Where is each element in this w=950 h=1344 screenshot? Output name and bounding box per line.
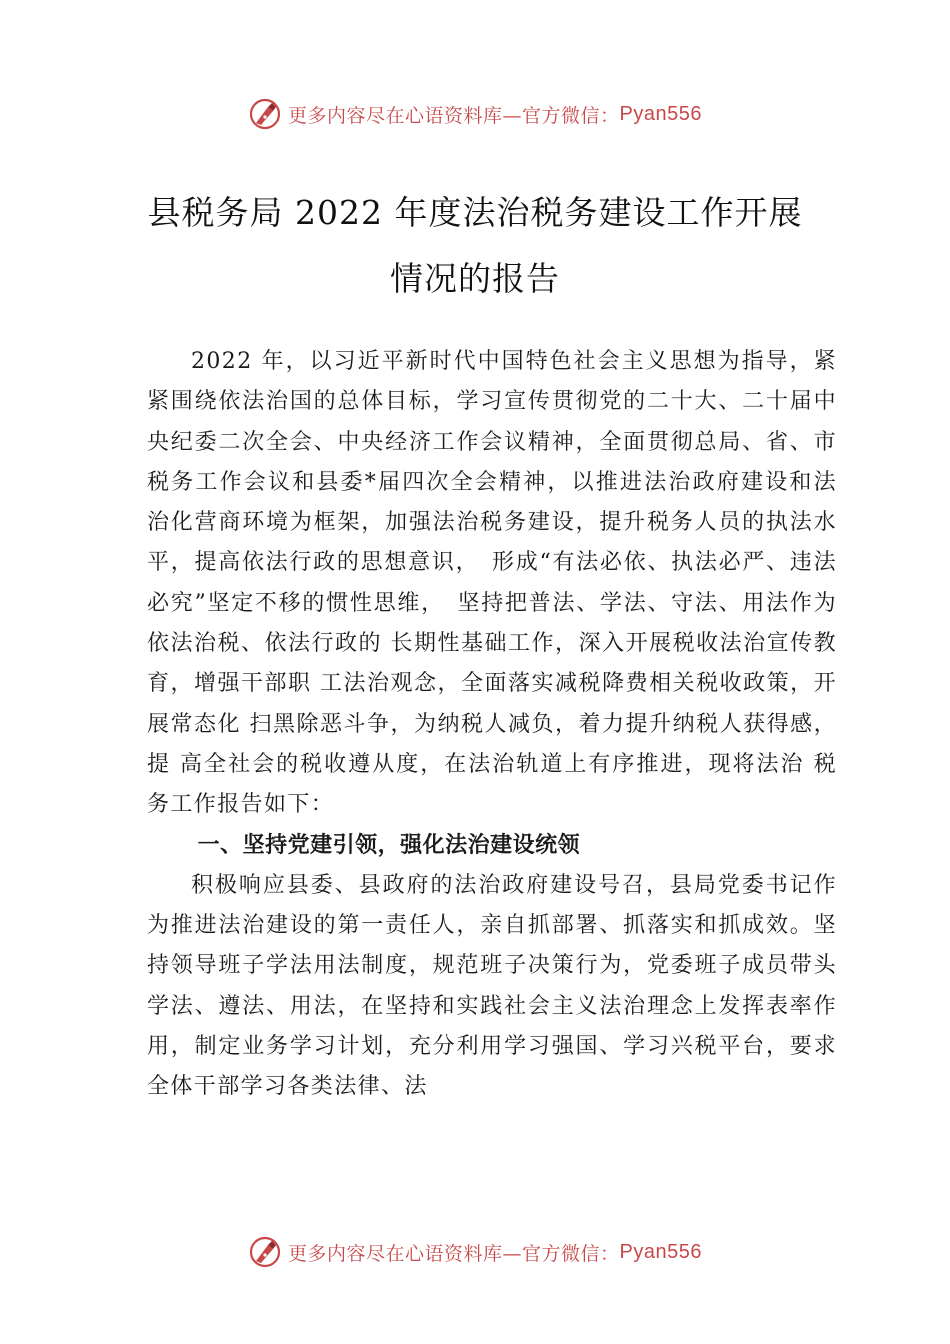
section-1-paragraph: 积极响应县委、县政府的法治政府建设号召，县局党委书记作为推进法治建设的第一责任人，亲自抓部署、抓落实和抓成效。坚持领导班子学法用法制度，规范班子决策行为，党委班子成员带头学法、遵法、用法，在坚持和实践社会主义法治理念上发挥表率作用，制定业务学习计划，充分利用学习强国、学习兴税平台，要求全体干部学习各类法律、法 [147,872,837,1100]
fountain-pen-logo-icon [248,1235,282,1269]
fountain-pen-logo-icon [248,97,282,131]
document-title-line-2: 情况的报告 [390,259,560,298]
watermark-text: 更多内容尽在心语资料库—官方微信： [288,1242,620,1265]
document-body [147,342,837,1108]
intro-paragraph: 2022 年，以习近平新时代中国特色社会主义思想为指导，紧紧围绕依法治国的总体目标，学习宣传贯彻党的二十大、二十届中央纪委二次全会、中央经济工作会议精神，全面贯彻总局、省、市税务工作会议和县委*届四次全会精神，以推进法治政府建设和法治化营商环境为框架，加强法治税务建设，提升税务人员的执法水平，提高依法行政的思想意识， 形成“有法必依、执法必严、违法必究”坚定不移的惯性思维， 坚持把普法、学法、守法、用法作为依法治税、依法行政的 长期性基础工作，深入开展税收法治宣传教育，增强干部职 工法治观念，全面落实减税降费相关税收政策，开展常态化 扫黑除恶斗争，为纳税人减负，着力提升纳税人获得感，提 高全社会的税收遵从度，在法治轨道上有序推进，现将法治 税务工作报告如下： [147,349,837,818]
footer-watermark [0,1232,950,1272]
watermark-text: 更多内容尽在心语资料库—官方微信： [288,104,620,127]
document-title-line-1: 县税务局 2022 年度法治税务建设工作开展 [147,193,803,232]
header-watermark [0,94,950,134]
watermark-wechat-id: Pyan556 [619,1240,702,1263]
section-1-heading: 一、坚持党建引领，强化法治建设统领 [197,832,581,858]
watermark-wechat-id: Pyan556 [619,102,702,125]
